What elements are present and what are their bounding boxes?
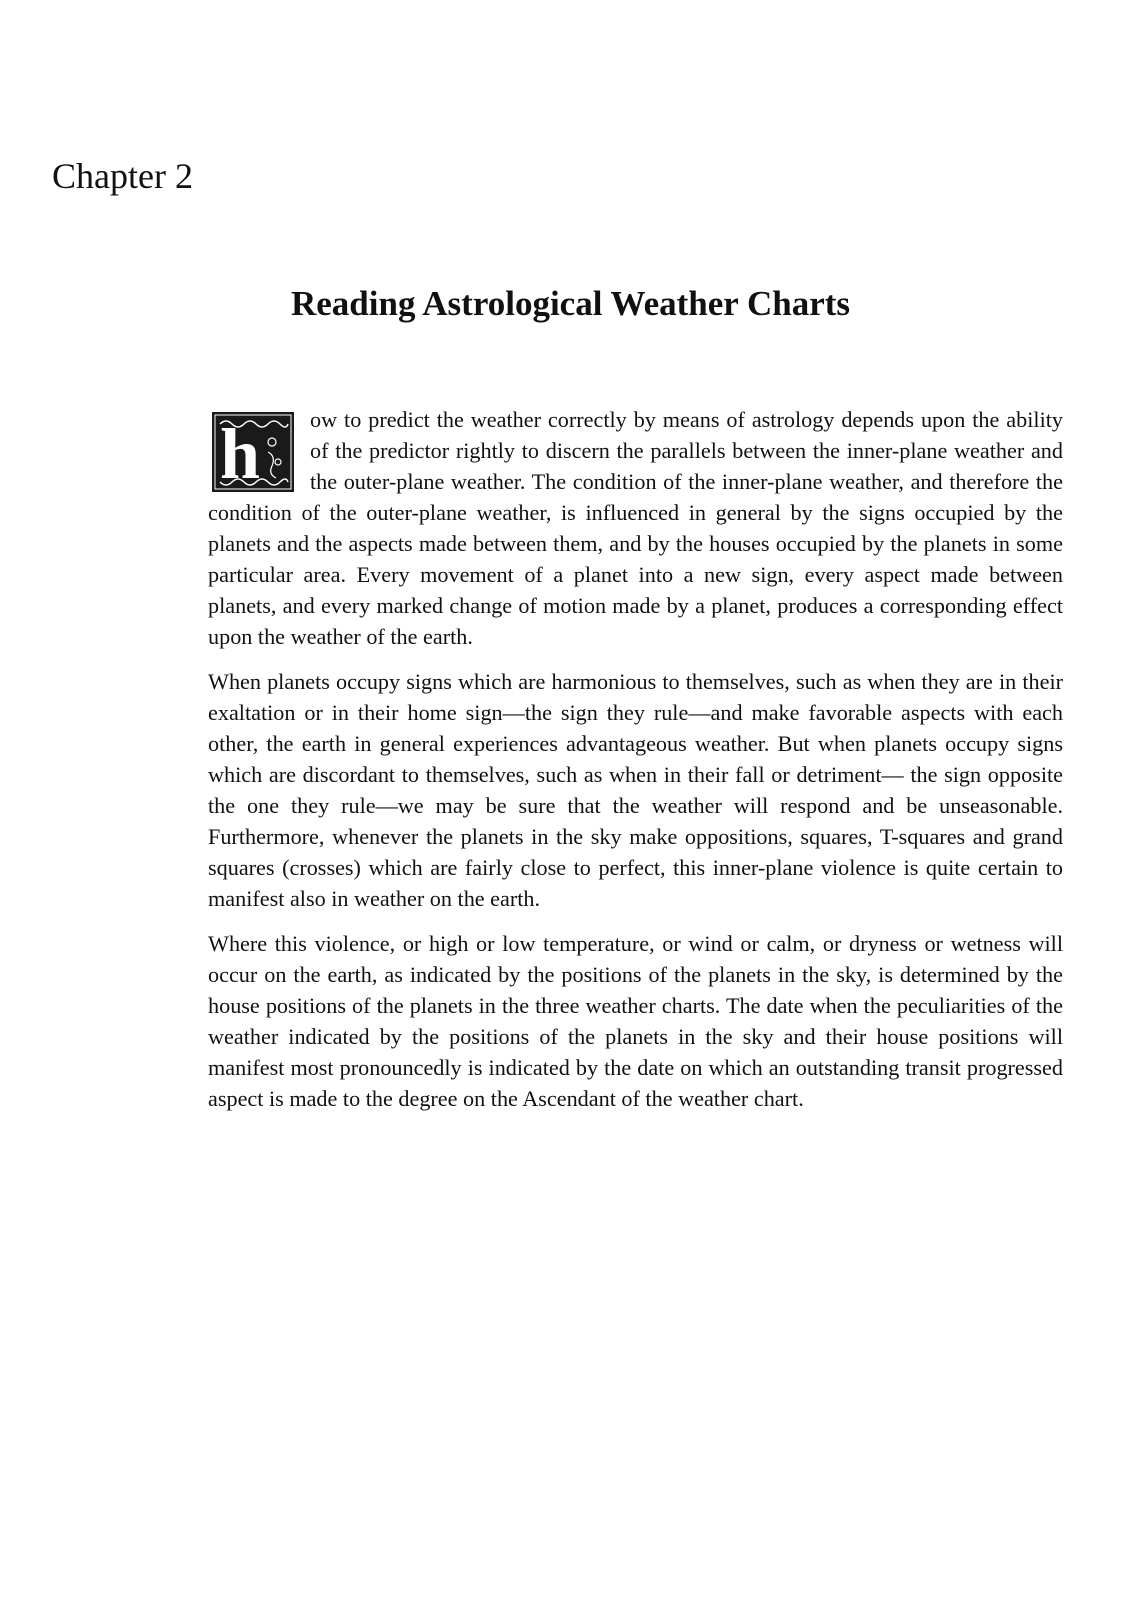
chapter-label: Chapter 2 [52,156,193,196]
decorative-drop-cap [212,412,294,492]
paragraph-2: When planets occupy signs which are harmonious to themselves, such as when they are in their exaltation or in their home sign—the sign they rule—and make favorable aspects with each other, the earth in general experiences advantageous weather. But when planets occupy signs which are discordant to themselves, such as when in their fall or detriment— the sign opposite the one they rule—we may be sure that the weather will respond and be unseasonable. Furthermore, whenever the planets in the sky make oppositions, squares, T-squares and grand squares (crosses) which are fairly close to perfect, this inner-plane violence is quite certain to manifest also in weather on the earth. [208,669,1063,911]
body-text [208,404,1063,1128]
chapter-title: Reading Astrological Weather Charts [290,284,851,323]
drop-cap-letter: h [219,414,261,492]
paragraph-1 [208,404,1063,652]
paragraph-3: Where this violence, or high or low temperature, or wind or calm, or dryness or wetness will occur on the earth, as indicated by the positions of the planets in the sky, is determined by the house positions of the planets in the three weather charts. The date when the peculiarities of the weather indicated by the positions of the planets in the sky and their house positions will manifest most pronouncedly is indicated by the date on which an outstanding transit progressed aspect is made to the degree on the Ascendant of the weather chart. [208,931,1063,1111]
paragraph-1-text: ow to predict the weather correctly by means of astrology depends upon the ability of the predictor rightly to discern the parallels between the inner-plane weather and the outer-plane weather. The condition of the inner-plane weather, and therefore the condition of the outer-plane weather, is influenced in general by the signs occupied by the planets and the aspects made between them, and by the houses occupied by the planets in some particular area. Every movement of a planet into a new sign, every aspect made between planets, and every marked change of motion made by a planet, produces a corresponding effect upon the weather of the earth. [208,407,1063,649]
